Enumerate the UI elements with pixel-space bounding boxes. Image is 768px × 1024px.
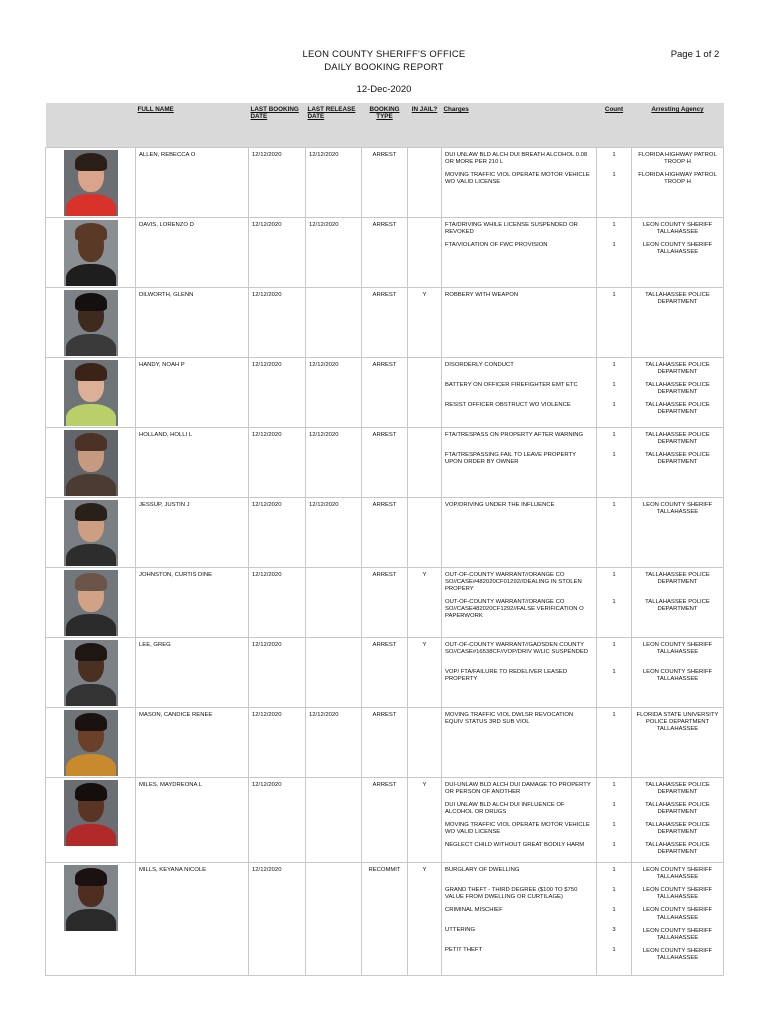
charge-count: 1 [612,171,616,178]
report-title: DAILY BOOKING REPORT [324,62,444,73]
charge-description: BURGLARY OF DWELLING [445,867,520,874]
charge-count: 1 [612,291,616,298]
record-last-release-date: 12/12/2020 [306,147,362,217]
record-counts-cell [597,637,632,707]
record-booking-type: ARREST [362,357,408,427]
charge-description: DISORDERLY CONDUCT [445,361,514,368]
charge-description: BATTERY ON OFFICER FIREFIGHTER EMT ETC [445,381,578,388]
record-last-booking-date: 12/12/2020 [249,217,306,287]
charge-description: OUT-OF-COUNTY WARRANT//ORANGE CO SO//CASE482020CF1292//FALSE VERIFICATION O PAPERWORK [445,598,584,619]
charge-count: 1 [612,431,616,438]
record-last-booking-date: 12/12/2020 [249,567,306,637]
arresting-agency: TALLAHASSEE POLICE DEPARTMENT [645,431,710,445]
record-full-name: MASON, CANDICE RENEE [136,707,249,777]
charge-count: 1 [612,641,616,648]
record-full-name: LEE, GREG [136,637,249,707]
record-full-name: JOHNSTON, CURTIS DINE [136,567,249,637]
booking-record-row [46,637,724,707]
record-charges-cell [442,357,597,427]
booking-table [45,103,724,976]
record-last-booking-date: 12/12/2020 [249,287,306,357]
record-last-booking-date: 12/12/2020 [249,357,306,427]
mugshot-cell [46,287,136,357]
record-in-jail [408,147,442,217]
arresting-agency: LEON COUNTY SHERIFF TALLAHASSEE [642,947,713,961]
mugshot-cell [46,217,136,287]
record-agencies-cell [632,567,724,637]
photo-column-header [46,103,136,147]
charge-description: MOVING TRAFFIC VIOL OPERATE MOTOR VEHICLE WO VALID LICENSE [445,821,590,835]
charge-description: GRAND THEFT - THIRD DEGREE ($100 TO $750 VALUE FROM DWELLING OR CURTILAGE) [445,887,578,901]
record-full-name: MILLS, KEYANA NICOLE [136,863,249,976]
record-last-release-date [306,567,362,637]
record-counts-cell [597,707,632,777]
mugshot-shoulders [66,264,116,286]
mugshot-photo [64,220,118,286]
charge-description: UTTERING [445,927,476,934]
record-agencies-cell [632,637,724,707]
record-in-jail [408,357,442,427]
record-booking-type: ARREST [362,217,408,287]
mugshot-hair [75,643,107,661]
mugshot-photo [64,570,118,636]
charge-count: 1 [612,867,616,874]
record-last-release-date: 12/12/2020 [306,497,362,567]
charge-description: DUI UNLAW BLD ALCH DUI INFLUENCE OF ALCOHOL OR DRUGS [445,801,565,815]
record-charges-cell [442,777,597,863]
record-booking-type: ARREST [362,777,408,863]
booking-record-row [46,707,724,777]
charge-count: 3 [612,927,616,934]
record-booking-type: ARREST [362,637,408,707]
column-header-full-name: FULL NAME [136,103,249,147]
record-agencies-cell [632,217,724,287]
report-date: 12-Dec-2020 [356,84,412,95]
column-header-in-jail: IN JAIL? [408,103,442,147]
charge-description: DUI UNLAW BLD ALCH DUI BREATH ALCOHOL 0.08 OR MORE PER 210 L [445,151,588,165]
mugshot-hair [75,868,107,886]
record-full-name: ALLEN, REBECCA O [136,147,249,217]
record-full-name: HOLLAND, HOLLI L [136,427,249,497]
charge-description: VOP/DRIVING UNDER THE INFLUENCE [445,501,555,508]
record-agencies-cell [632,707,724,777]
record-agencies-cell [632,357,724,427]
record-full-name: DILWORTH, GLENN [136,287,249,357]
record-charges-cell [442,217,597,287]
record-last-release-date: 12/12/2020 [306,357,362,427]
charge-count: 1 [612,668,616,675]
record-charges-cell [442,497,597,567]
mugshot-shoulders [66,614,116,636]
record-counts-cell [597,777,632,863]
record-last-release-date [306,777,362,863]
column-header-last-booking: LAST BOOKING DATE [249,103,306,147]
record-charges-cell [442,863,597,976]
mugshot-cell [46,147,136,217]
arresting-agency: TALLAHASSEE POLICE DEPARTMENT [645,598,710,612]
record-last-booking-date: 12/12/2020 [249,147,306,217]
record-counts-cell [597,357,632,427]
record-in-jail: Y [408,287,442,357]
mugshot-cell [46,637,136,707]
arresting-agency: LEON COUNTY SHERIFF TALLAHASSEE [642,501,713,515]
charge-description: ROBBERY WITH WEAPON [445,291,519,298]
charge-description: FTA/TRESPASS ON PROPERTY AFTER WARNING [445,431,584,438]
charge-description: FTA/VIOLATION OF FWC PROVISION [445,241,548,248]
record-last-release-date [306,637,362,707]
mugshot-photo [64,500,118,566]
record-agencies-cell [632,287,724,357]
record-agencies-cell [632,147,724,217]
arresting-agency: FLORIDA HIGHWAY PATROL TROOP H [638,171,717,185]
booking-record-row [46,217,724,287]
charge-count: 1 [612,821,616,828]
charge-description: FTA/TRESPASSING FAIL TO LEAVE PROPERTY UPON ORDER BY OWNER [445,451,576,465]
record-agencies-cell [632,427,724,497]
charge-count: 1 [612,151,616,158]
record-charges-cell [442,427,597,497]
mugshot-photo [64,780,118,846]
mugshot-hair [75,223,107,241]
charge-count: 1 [612,221,616,228]
charge-count: 1 [612,241,616,248]
charge-description: NEGLECT CHILD WITHOUT GREAT BODILY HARM [445,841,585,848]
mugshot-shoulders [66,194,116,216]
record-in-jail [408,217,442,287]
charge-count: 1 [612,841,616,848]
column-header-count: Count [597,103,632,147]
charge-count: 1 [612,887,616,894]
arresting-agency: LEON COUNTY SHERIFF TALLAHASSEE [642,641,713,655]
record-full-name: MILES, MAYDREONA L [136,777,249,863]
record-last-booking-date: 12/12/2020 [249,863,306,976]
record-counts-cell [597,497,632,567]
mugshot-shoulders [66,404,116,426]
record-in-jail: Y [408,777,442,863]
column-header-last-release: LAST RELEASE DATE [306,103,362,147]
charge-description: MOVING TRAFFIC VIOL OPERATE MOTOR VEHICLE WO VALID LICENSE [445,171,590,185]
record-booking-type: ARREST [362,567,408,637]
mugshot-photo [64,640,118,706]
record-counts-cell [597,863,632,976]
charge-description: VOP/ FTA/FAILURE TO REDELIVER LEASED PROPERTY [445,668,568,682]
column-header-charges: Charges [442,103,597,147]
charge-description: MOVING TRAFFIC VIOL DWLSR REVOCATION EQUIV STATUS 3RD SUB VIOL [445,711,574,725]
mugshot-photo [64,710,118,776]
record-booking-type: ARREST [362,147,408,217]
charge-description: CRIMINAL MISCHIEF [445,907,503,914]
record-counts-cell [597,217,632,287]
arresting-agency: TALLAHASSEE POLICE DEPARTMENT [645,571,710,585]
booking-record-row [46,863,724,976]
mugshot-hair [75,713,107,731]
mugshot-photo [64,290,118,356]
charge-count: 1 [612,451,616,458]
arresting-agency: TALLAHASSEE POLICE DEPARTMENT [645,401,710,415]
record-agencies-cell [632,777,724,863]
mugshot-shoulders [66,474,116,496]
record-counts-cell [597,427,632,497]
record-charges-cell [442,567,597,637]
record-last-booking-date: 12/12/2020 [249,637,306,707]
arresting-agency: TALLAHASSEE POLICE DEPARTMENT [645,821,710,835]
record-booking-type: ARREST [362,427,408,497]
arresting-agency: LEON COUNTY SHERIFF TALLAHASSEE [642,221,713,235]
charge-count: 1 [612,361,616,368]
mugshot-shoulders [66,824,116,846]
charge-description: FTA/DRIVING WHILE LICENSE SUSPENDED OR REVOKED [445,221,578,235]
record-charges-cell [442,637,597,707]
charge-count: 1 [612,571,616,578]
record-last-booking-date: 12/12/2020 [249,777,306,863]
mugshot-hair [75,503,107,521]
mugshot-hair [75,363,107,381]
record-last-release-date: 12/12/2020 [306,707,362,777]
record-in-jail: Y [408,567,442,637]
mugshot-cell [46,427,136,497]
record-counts-cell [597,147,632,217]
charge-count: 1 [612,598,616,605]
booking-record-row [46,777,724,863]
charge-count: 1 [612,907,616,914]
report-organization: LEON COUNTY SHERIFF'S OFFICE [302,49,466,60]
arresting-agency: LEON COUNTY SHERIFF TALLAHASSEE [642,668,713,682]
record-in-jail: Y [408,863,442,976]
record-last-booking-date: 12/12/2020 [249,497,306,567]
booking-record-row [46,497,724,567]
booking-record-row [46,357,724,427]
record-counts-cell [597,567,632,637]
mugshot-cell [46,707,136,777]
record-agencies-cell [632,497,724,567]
record-full-name: HANDY, NOAH P [136,357,249,427]
charge-description: OUT-OF-COUNTY WARRANT//ORANGE CO SO//CASE#482020CF01292//DEALING IN STOLEN PROPERY [445,571,582,592]
arresting-agency: TALLAHASSEE POLICE DEPARTMENT [645,801,710,815]
record-booking-type: ARREST [362,287,408,357]
record-counts-cell [597,287,632,357]
mugshot-hair [75,573,107,591]
record-last-release-date [306,863,362,976]
arresting-agency: TALLAHASSEE POLICE DEPARTMENT [645,451,710,465]
column-header-booking-type: BOOKING TYPE [362,103,408,147]
arresting-agency: TALLAHASSEE POLICE DEPARTMENT [645,781,710,795]
record-in-jail [408,497,442,567]
record-agencies-cell [632,863,724,976]
record-last-booking-date: 12/12/2020 [249,707,306,777]
record-booking-type: ARREST [362,707,408,777]
charge-count: 1 [612,711,616,718]
charge-description: PETIT THEFT [445,947,483,954]
arresting-agency: TALLAHASSEE POLICE DEPARTMENT [645,291,710,305]
arresting-agency: FLORIDA HIGHWAY PATROL TROOP H [638,151,717,165]
arresting-agency: LEON COUNTY SHERIFF TALLAHASSEE [642,927,713,941]
mugshot-hair [75,153,107,171]
booking-record-row [46,147,724,217]
booking-record-row [46,287,724,357]
mugshot-cell [46,863,136,976]
mugshot-photo [64,430,118,496]
arresting-agency: TALLAHASSEE POLICE DEPARTMENT [645,381,710,395]
record-charges-cell [442,707,597,777]
booking-record-row [46,427,724,497]
record-charges-cell [442,147,597,217]
charge-count: 1 [612,501,616,508]
mugshot-hair [75,783,107,801]
page-indicator: Page 1 of 2 [670,49,720,60]
arresting-agency: LEON COUNTY SHERIFF TALLAHASSEE [642,907,713,921]
mugshot-photo [64,865,118,931]
mugshot-shoulders [66,544,116,566]
record-last-release-date: 12/12/2020 [306,217,362,287]
column-header-agency: Arresting Agency [632,103,724,147]
charge-description: OUT-OF-COUNTY WARRANT//GADSDEN COUNTY SO//CASE#16538CF//VOP/DRIV W/LIC SUSPENDED [445,641,589,655]
arresting-agency: TALLAHASSEE POLICE DEPARTMENT [645,841,710,856]
mugshot-hair [75,293,107,311]
record-in-jail [408,707,442,777]
arresting-agency: LEON COUNTY SHERIFF TALLAHASSEE [642,887,713,901]
mugshot-photo [64,150,118,216]
mugshot-cell [46,497,136,567]
record-booking-type: ARREST [362,497,408,567]
mugshot-shoulders [66,909,116,931]
record-charges-cell [442,287,597,357]
mugshot-photo [64,360,118,426]
record-last-release-date: 12/12/2020 [306,427,362,497]
record-full-name: JESSUP, JUSTIN J [136,497,249,567]
mugshot-shoulders [66,334,116,356]
mugshot-cell [46,567,136,637]
charge-count: 1 [612,781,616,788]
table-header-row [46,103,724,147]
mugshot-shoulders [66,684,116,706]
mugshot-hair [75,433,107,451]
charge-description: DUI-UNLAW BLD ALCH DUI DAMAGE TO PROPERTY OR PERSON OF ANOTHER [445,781,591,795]
mugshot-shoulders [66,754,116,776]
record-last-booking-date: 12/12/2020 [249,427,306,497]
mugshot-cell [46,777,136,863]
charge-count: 1 [612,947,616,954]
arresting-agency: TALLAHASSEE POLICE DEPARTMENT [645,361,710,375]
arresting-agency: LEON COUNTY SHERIFF TALLAHASSEE [642,241,713,255]
charge-description: RESIST OFFICER OBSTRUCT WO VIOLENCE [445,401,571,408]
arresting-agency: FLORIDA STATE UNIVERSITY POLICE DEPARTMENT TALLAHASSEE [636,711,719,732]
record-full-name: DAVIS, LORENZO D [136,217,249,287]
record-booking-type: RECOMMIT [362,863,408,976]
record-last-release-date [306,287,362,357]
charge-count: 1 [612,401,616,408]
charge-count: 1 [612,381,616,388]
charge-count: 1 [612,801,616,808]
record-in-jail [408,427,442,497]
arresting-agency: LEON COUNTY SHERIFF TALLAHASSEE [642,867,713,881]
mugshot-cell [46,357,136,427]
booking-record-row [46,567,724,637]
record-in-jail: Y [408,637,442,707]
